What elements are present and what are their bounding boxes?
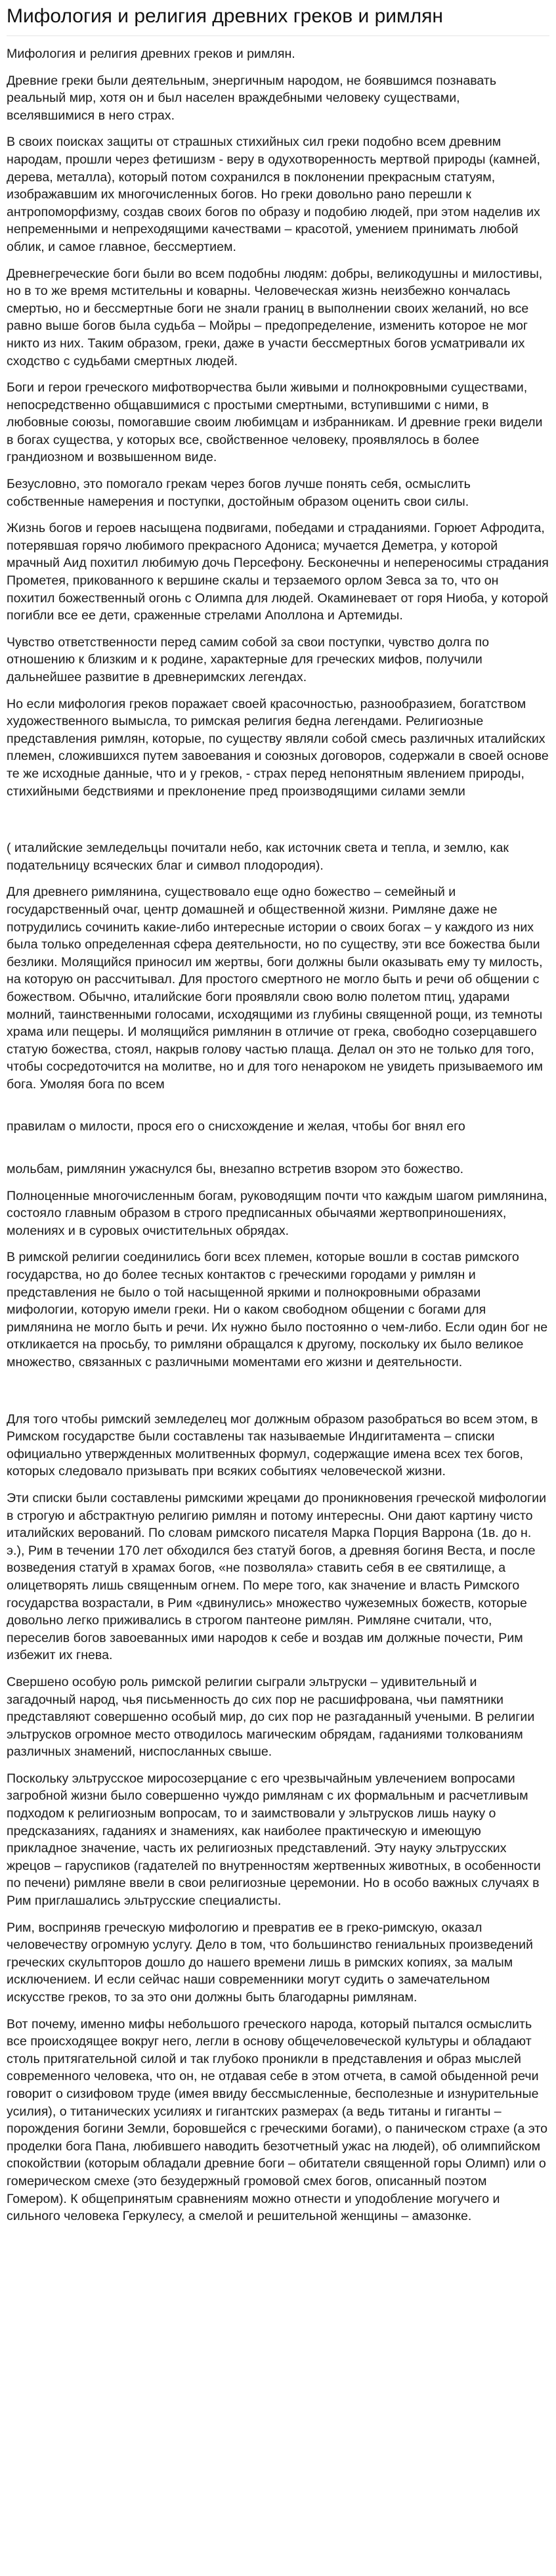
paragraph: Поскольку эльтрусское миросозерцание с его чрезвычайным увлечением вопросами загробной жизни было совершенно чуждо римлянам с их формальным и расчетливым подходом к религиозным вопросам, то и заимствовали у эльтрусков лишь науку о предсказаниях, гаданиях и знамениях, как наиболее практическую и имеющую прикладное значение, часть их религиозных представлений. Эту науку эльтрусских жрецов – гаруспиков (гадателей по внутренностям жертвенных животных, в особенности по печени) римляне ввели в свои религиозные церемонии. Но в особо важных случаях в Рим приглашались эльтрусские специалисты. (7, 1771, 541, 1909)
paragraph: Свершено особую роль римской религии сыграли эльтруски – удивительный и загадочный народ, чья письменность до сих пор не расшифрована, чьи памятники представляют совершенно особый мир, до сих пор не разгаданный учеными. В религии эльтрусков огромное место отводилось магическим обрядам, гаданиями толкованиям различных знамений, ниспосланных свыше. (7, 1674, 535, 1760)
paragraph: Древние греки были деятельным, энергичным народом, не боявшимся познавать реальный мир, хотя он и был населен враждебными человеку существами, вселявшимися в него страх. (7, 73, 497, 123)
paragraph-heading: Мифология и религия древних греков и римлян. (7, 47, 295, 61)
paragraph: Древнегреческие боги были во всем подобны людям: добры, великодушны и милостивы, но в то же время мстительны и коварны. Человеческая жизнь неизбежно кончалась смертью, но и бессмертные боги не знали границ в выполнении своих желаний, но все равно выше богов была судьба – Мойры – предопределение, изменить которое не мог никто из них. Таким образом, греки, даже в участи бессмертных богов усматривали их сходство с судьбами смертных людей. (7, 266, 543, 368)
paragraph: Эти списки были составлены римскими жрецами до проникновения греческой мифологии в строгую и абстрактную религию римлян и потому интересны. Они дают картину чисто италийских верований. По словам римского писателя Марка Порция Варрона (1в. до н. э.), Рим в течении 170 лет обходился без статуй богов, а древняя богиня Веста, и после возведения статуй в храмах богов, «не позволяла» ставить себя в ее святилище, а олицетворять лишь священным огнем. По мере того, как значение и власть Римского государства возрастали, в Рим «двинулись» множество чужеземных божеств, которые довольно легко приживались в строгом пантеоне римлян. Римляне считали, что, переселив богов завоеванных ими народов к себе и воздав им должные почести, Рим избежит их гнева. (7, 1490, 547, 1663)
paragraph: Жизнь богов и героев насыщена подвигами, победами и страданиями. Горюет Афродита, потерявшая горячо любимого прекрасного Адониса; мучается Деметра, у которой мрачный Аид похитил любимую дочь Персефону. Бесконечны и непереносимы страдания Прометея, прикованного к вершине скалы и терзаемого орлом Зевса за то, что он похитил божественный огонь с Олимпа для людей. Окаминевает от горя Ниоба, у которой погибли все ее дети, сраженные стрелами Аполлона и Артемиды. (7, 521, 549, 623)
paragraph: Для древнего римлянина, существовало еще одно божество – семейный и государственный очаг, центр домашней и общественной жизни. Римляне даже не потрудились сочинить какие-либо интересные истории о своих богах – у каждого из них была только определенная сфера деятельности, но по существу, эти все божества были безлики. Молящийся приносил им жертвы, боги должны были оказывать ему ту милость, на которую он рассчитывал. Для простого смертного не могло быть и речи об общении с божеством. Обычно, италийские боги проявляли свою волю полетом птиц, ударами молний, таинственными голосами, исходящими из глубины священной рощи, из темноты храма или пещеры. И молящийся римлянин в отличие от грека, свободно созерцавшего статую божества, стоял, накрыв голову частью плаща. Делал он это не только для того, чтобы сосредоточится на молитве, но и для того ненароком не увидеть призываемого им бога. Умоляя бога по всем (7, 885, 543, 1092)
paragraph: Но если мифология греков поражает своей красочностью, разнообразием, богатством художественного вымысла, то римская религия бедна легендами. Религиозные представления римлян, которые, по существу являли собой смесь различных италийских племен, сложившихся путем завоевания и союзных договоров, содержали в своей основе те же исходные данные, что и у греков, - страх перед непонятным явлением природы, стихийными бедствиями и преклонение пред производящими силами земли (7, 696, 549, 799)
paragraph: правилам о милости, прося его о снисхождение и желая, чтобы бог внял его (7, 1119, 465, 1134)
paragraph: Полноценные многочисленным богам, руководящим почти что каждым шагом римлянина, состояло главным образом в строго предписанных обычаями жертвоприношениях, молениях и в суровых очистительных обрядах. (7, 1188, 547, 1238)
paragraph: мольбам, римлянин ужаснулся бы, внезапно встретив взором это божество. (7, 1162, 464, 1177)
paragraph: Рим, восприняв греческую мифологию и превратив ее в греко-римскую, оказал человечеству огромную услугу. Дело в том, что большинство гениальных произведений греческих скульпторов дошло до нашего времени лишь в римских копиях, за малым исключением. И если сейчас наши современники могут судить о замечательном искусстве греков, то за это они должны быть благодарны римлянам. (7, 1920, 533, 2005)
paragraph: ( италийские земледельцы почитали небо, как источник света и тепла, и землю, как подательницу всяческих благ и символ плодородия). (7, 841, 509, 873)
title-divider (7, 35, 549, 36)
paragraph: В своих поисках защиты от страшных стихийных сил греки подобно всем древним народам, прошли через фетишизм - веру в одухотворенность мертвой природы (камней, дерева, металла), который потом сохранился в поклонении прекрасным статуям, изображавшим их многочисленных богов. Но греки довольно рано перешли к антропоморфизму, создав своих богов по образу и подобию людей, при этом наделив их непременными и непреходящими качествами – красотой, умением принимать любой облик, и самое главное, бессмертием. (7, 135, 540, 254)
paragraph: В римской религии соединились боги всех племен, которые вошли в состав римского государства, но до более тесных контактов с греческими городами у римлян и представления не было о той насыщенной яркими и полнокровными образами мифологии, которую имели греки. Ни о каком свободном общении с богами для римлянина не могло быть и речи. Их нужно было постоянно о чем-либо. Если один бог не откликается на просьбу, то римляни обращался к другому, поскольку их было великое множество, связанных с различными моментами его жизни и деятельности. (7, 1250, 548, 1369)
page-title: Мифология и религия древних греков и римлян (7, 5, 443, 27)
paragraph: Для того чтобы римский земледелец мог должным образом разобраться во всем этом, в Римском государстве были составлены так называемые Индигитамента – списки официально утвержденных молитвенных формул, содержащие имена всех тех богов, которых следовало призывать при всяких событиях человеческой жизни. (7, 1411, 538, 1479)
paragraph: Чувство ответственности перед самим собой за свои поступки, чувство долга по отношению к близким и к родине, характерные для греческих мифов, получили дальнейшее развитие в древнеримских легендах. (7, 634, 490, 684)
paragraph: Вот почему, именно мифы небольшого греческого народа, который пытался осмыслить все происходящее вокруг него, легли в основу общечеловеческой культуры и обладают столь притягательной силой и так глубоко проникли в представления и образ мыслей современного человека, что он, не отдавая себе в этом отчета, в самой обыденной речи говорит о сизифовом труде (имея ввиду бессмысленные, бесполезные и изнурительные усилия), о титанических усилиях и гигантских размерах (а ведь титаны и гиганты – порождения богини Земли, боровшейся с греческими богами), о паническом страхе (а это проделки бога Пана, любившего наводить безотчетный ужас на людей), об олимпийском спокойствии (которым обладали древние боги – обитатели священной горы Олимп) или о гомерическом смехе (это безудержный громовой смех богов, описанный поэтом Гомером). К общепринятым сравнениям можно отнести и уподобление могучего и сильного человека Геркулесу, а смелой и решительной женщины – амазонке. (7, 2016, 548, 2224)
paragraph: Боги и герои греческого мифотворчества были живыми и полнокровными существами, непосредственно общавшимися с простыми смертными, вступившими с ними, в любовные союзы, помогавшие своим любимцам и избранникам. И древние греки видели в богах существа, у которых все, свойственное человеку, проявлялось в более грандиозном и возвышенном виде. (7, 380, 543, 465)
paragraph: Безусловно, это помогало грекам через богов лучше понять себя, осмыслить собственные намерения и поступки, достойным образом оценить свои силы. (7, 477, 471, 509)
